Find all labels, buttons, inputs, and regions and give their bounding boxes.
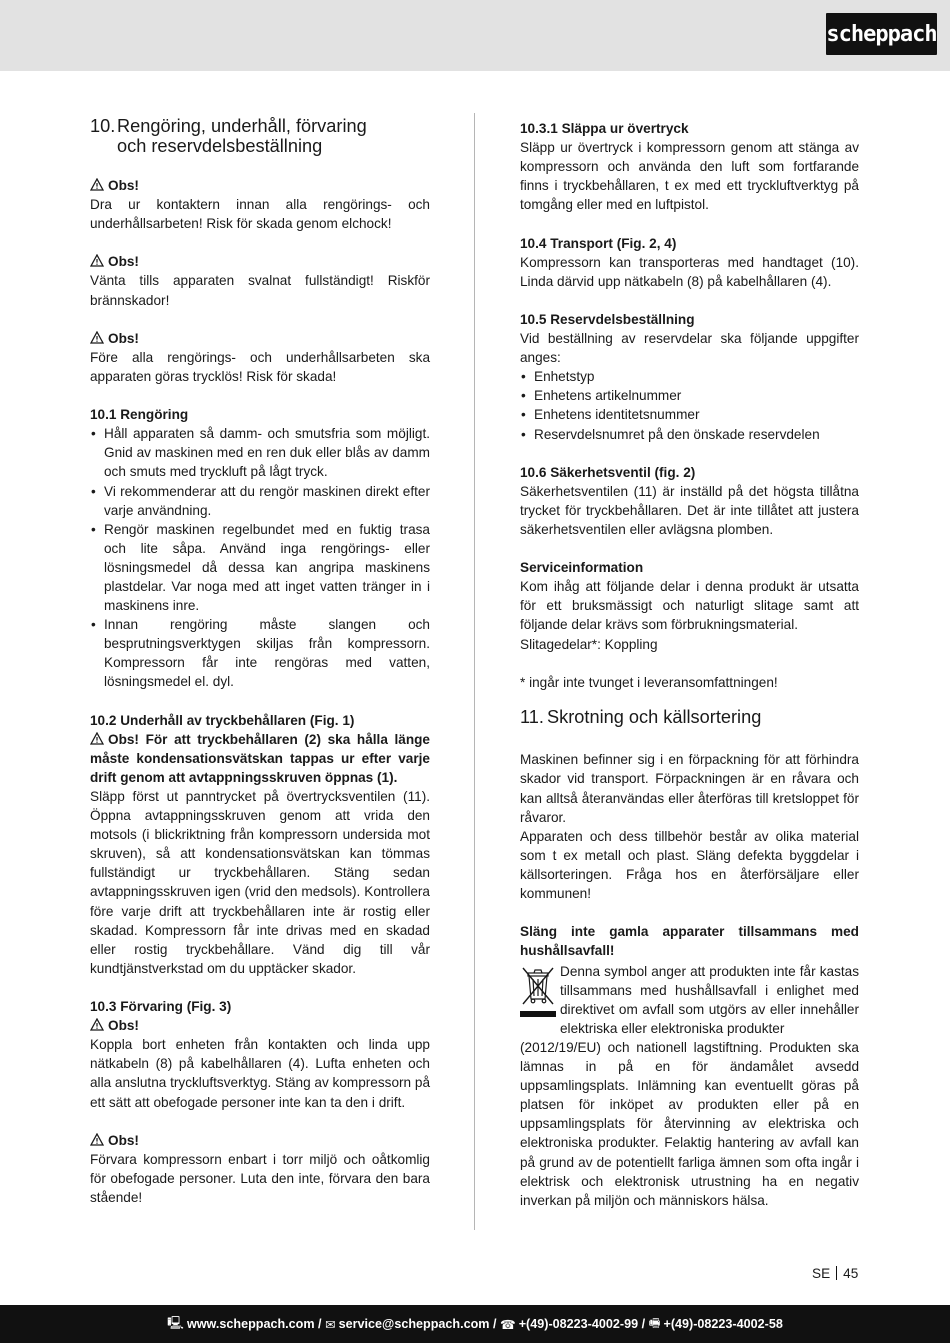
warning-2-label: Obs! [90, 252, 430, 271]
warning-triangle-icon [90, 1133, 104, 1146]
wear-parts: Slitagedelar*: Koppling [520, 636, 658, 652]
fax-icon: 🖷︎ [648, 1315, 661, 1330]
list-item: • Enhetens artikelnummer [520, 386, 859, 405]
weee-title: Släng inte gamla apparater tillsammans med hushållsavfall! [520, 924, 859, 959]
list-item: • Enhetstyp [520, 367, 859, 386]
wear-parts-note: * ingår inte tvunget i leveransomfattningen! [520, 674, 778, 690]
list-item: • Enhetens identitetsnummer [520, 405, 859, 424]
list-item: • Vi rekommenderar att du rengör maskinen direkt efter varje användning. [90, 482, 430, 520]
section-10-3-title: 10.3 Förvaring (Fig. 3) [90, 999, 232, 1015]
column-divider [474, 113, 475, 1230]
service-info-title: Serviceinformation [520, 560, 644, 576]
section-10-3-warning-label: Obs! [90, 1016, 430, 1035]
section-10-3-text: Koppla bort enheten från kontakten och linda upp nätkabeln (8) på kabelhållaren (4). Lufta enheten och alla anslutna tryckluftsverktyg. Stäng av kompressorn på ett sätt att obefogade personer inte kan ta den i drift. [90, 1037, 431, 1110]
service-info-text: Kom ihåg att följande delar i denna produkt är utsatta för ett bruksmässigt och naturligt slitage samt att följande delar krävs som förbrukningsmaterial. [520, 579, 859, 633]
weee-text-part-2: (2012/19/EU) och nationell lagstiftning. Produkten ska lämnas in på en för ändamålet avsedd uppsamlingsplats. Inlämning kan eventuellt göras på platsen för inköpet av produkten eller på en uppsamlingsplats för återvinning av elektriska och elektroniska produkter. Felaktig hantering av avfall kan på grund av de potentiellt farliga ämnen som ofta ingår i elektrisk och elektronisk utrustning ha en negativ inverkan på miljön och människors hälsa. [520, 1040, 859, 1208]
section-10-3-1-text: Släpp ur övertryck i kompressorn genom att stänga av kompressorn och använda den luft som fortfarande finns i tryckbehållaren, t ex med ett tryckluftverktyg på tomgång eller med en luftpistol. [520, 140, 859, 213]
warning-triangle-icon [90, 178, 104, 191]
footer-website-link[interactable]: www.scheppach.com / [186, 1317, 322, 1331]
section-10-5-title: 10.5 Reservdelsbeställning [520, 311, 695, 327]
warning-3-text: Före alla rengörings- och underhållsarbeten ska apparaten göras trycklös! Risk för skada! [90, 349, 430, 384]
email-icon: ✉︎ [325, 1317, 336, 1332]
warning-1-text: Dra ur kontaktern innan alla rengörings- och underhållsarbeten! Risk för skada genom elchock! [90, 197, 430, 232]
warning-triangle-icon [90, 732, 104, 745]
weee-text-beside-icon [560, 962, 859, 1038]
page-number: SE 45 [812, 1266, 859, 1281]
section-10-1-title: 10.1 Rengöring [90, 407, 189, 423]
right-column [520, 116, 859, 1027]
section-10-4-text: Kompressorn kan transporteras med handtaget (10). Linda därvid upp nätkabeln (8) på kabelhållaren (4). [520, 254, 859, 289]
section-10-3-1-title: 10.3.1 Släppa ur övertryck [520, 121, 689, 136]
crossed-out-bin-icon [520, 964, 560, 1027]
warning-triangle-icon [90, 331, 104, 344]
warning-triangle-icon [90, 1018, 104, 1031]
footer-phone: +(49)-08223-4002-99 / [518, 1317, 646, 1331]
warning-3-label: Obs! [90, 329, 430, 348]
section-10-5-intro: Vid beställning av reservdelar ska följande uppgifter anges: [520, 331, 859, 366]
section-10-2-title: 10.2 Underhåll av tryckbehållaren (Fig. 1) [90, 712, 355, 728]
list-item: • Håll apparaten så damm- och smutsfria som möjligt. Gnid av maskinen med en ren duk eller blås av damm och smuts med tryckluft på lågt tryck. [90, 424, 430, 481]
section-11-paragraph-1: Maskinen befinner sig i en förpackning för att förhindra skador vid transport. Förpackningen är en råvara och kan alltså återanvändas eller återföras till kretsloppet för råvaror. [520, 752, 859, 825]
footer-fax: +(49)-08223-4002-58 [663, 1317, 783, 1331]
list-item: • Innan rengöring måste slangen och besprutningsverktygen skiljas från kompressorn. Kompressorn får inte rengöras med vatten, lösningsmedel el. dyl. [90, 615, 430, 691]
left-column [90, 116, 430, 1207]
warning-1-label: Obs! [90, 176, 430, 195]
section-10-6-title: 10.6 Säkerhetsventil (fig. 2) [520, 464, 696, 480]
section-10-3-text-2: Förvara kompressorn enbart i torr miljö och oåtkomlig för obefogade personer. Luta den inte, förvara den bara stående! [90, 1151, 430, 1205]
cleaning-list [90, 424, 430, 691]
computer-icon: 🖳︎ [167, 1315, 184, 1330]
weee-text-full-width [520, 1038, 859, 1210]
section-10-2-warning: Obs! För att tryckbehållaren (2) ska hålla länge måste kondensationsvätskan tappas ur efter varje drift genom att avtappningsskruven öppnas (1). [90, 731, 430, 785]
section-10-heading: 10. Rengöring, underhåll, förvaring och reservdelsbeställning [90, 116, 367, 156]
spare-parts-list [520, 367, 859, 443]
warning-2-text: Vänta tills apparaten svalnat fullständigt! Riskför brännskador! [90, 273, 430, 308]
section-11-paragraph-2: Apparaten och dess tillbehör består av olika material som t ex metall och plast. Släng defekta byggdelar i källsorteringen. Fråga hos en återförsäljare eller kommunen! [520, 828, 859, 901]
warning-triangle-icon [90, 254, 104, 267]
section-10-6-text: Säkerhetsventilen (11) är inställd på det högsta tillåtna trycket för tryckbehållaren. Det är inte tillåtet att justera säkerhetsventilen eller avlägsna plomben. [520, 483, 859, 537]
scheppach-logo: scheppach [826, 13, 937, 55]
section-10-3-warning-2-label: Obs! [90, 1131, 430, 1150]
list-item: • Reservdelsnumret på den önskade reservdelen [520, 425, 859, 444]
footer-bar [0, 1305, 950, 1343]
header-band [0, 0, 950, 71]
section-10-4-title: 10.4 Transport (Fig. 2, 4) [520, 235, 677, 251]
list-item: • Rengör maskinen regelbundet med en fuktig trasa och lite såpa. Använd inga rengörings- eller lösningsmedel då dessa kan angripa maskinens plastdelar. Var noga med att inget vatten tränger in i maskinens inre. [90, 520, 430, 615]
section-10-2-text: Släpp först ut panntrycket på övertrycksventilen (11). Öppna avtappningsskruven genom att vrida den motsols (i blickriktning från kompressorn undersida mot skruven), så att kondensationsvätskan kan tömmas fullständigt ur tryckbehållaren. Stäng sedan avtappningsskruven igen (vrid den medsols). Kontrollera före varje drift att tryckbehållaren inte är rostig eller skadad. Kompressorn får inte drivas med en skadad eller rostig tryckbehållare. Vänd dig till vår kundtjänstverkstad om du upptäcker skador. [90, 789, 430, 976]
footer-email-link[interactable]: service@scheppach.com / [338, 1317, 497, 1331]
weee-text-part-1: Denna symbol anger att produkten inte får kastas tillsammans med hushållsavfall i enlighet med direktivet om avfall som utgörs av eller innehåller elektriska eller elektroniska produkter [560, 964, 859, 1037]
section-11-heading: 11. Skrotning och källsortering [520, 706, 762, 727]
phone-icon: ☎︎ [500, 1317, 516, 1332]
